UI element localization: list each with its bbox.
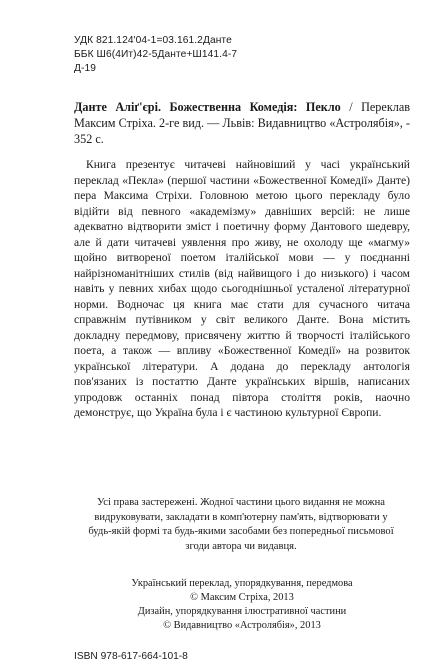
copyright-block xyxy=(74,577,410,633)
citation-details: / Переклав Максим Стріха. 2-ге вид. — Львів: Видавництво «Астролябія», - 352 с. xyxy=(74,100,410,147)
author-mark: Д-19 xyxy=(74,63,97,74)
rights-notice: Усі права застережені. Жодної частини цього видання не можна видруковувати, закладати в комп'ютерну пам'ять, відтворювати у будь-якій формі та будь-якими засобами без попередньої письмової згоди автора чи видавця. xyxy=(88,497,394,552)
udk-code: УДК 821.124'04-1=03.161.2Данте xyxy=(74,35,232,46)
bibliographic-citation xyxy=(74,99,410,148)
annotation-paragraph: Книга презентує читачеві найновіший у часі український переклад «Пекла» (першої частини «Божественної Комедії» Данте) пера Максима Стріхи. Головною метою цього перекладу було відійти від певного «академізму» давніших версій: не лише адекватно відтворити зміст і поетичну форму Дантового шедевру, але й дати читачеві уявлення про живу, не охолоду ще «магму» щойно витвореної поетом італійської мови — у поєднанні найрізноманітніших стилів (від найвищого і до низького) і часом навіть у певних хибах щодо сьогоднішньої усталеної літературної норми. Водночас ця книга має стати для сучасного читача справжнім путівником у світ великого Данте. Вона містить докладну передмову, присвячену життю й творчості італійського поета, а також — впливу «Божественної Комедії» на розвиток української літератури. А додана до перекладу антологія пов'язаних із постаттю Данте українських віршів, написаних упродовж останніх понад півтора століття років, наочно демонструє, що Україна була і є частиною культурної Європи. xyxy=(74,158,410,419)
copyright-translation-label: Український переклад, упорядкування, передмова xyxy=(131,578,353,589)
citation-author-title: Данте Аліґ'єрі. Божественна Комедія: Пекло xyxy=(74,100,341,114)
bbk-code: ББК Ш6(4Ит)42-5Данте+Ш141.4-7 xyxy=(74,49,238,60)
copyright-design-label: Дизайн, упорядкування ілюстративної частини xyxy=(137,606,347,617)
copyright-publisher: © Видавництво «Астролябія», 2013 xyxy=(163,620,321,631)
copyright-translator: © Максим Стріха, 2013 xyxy=(190,592,294,603)
isbn: ISBN 978-617-664-101-8 xyxy=(74,651,188,662)
classification-codes xyxy=(74,34,237,76)
